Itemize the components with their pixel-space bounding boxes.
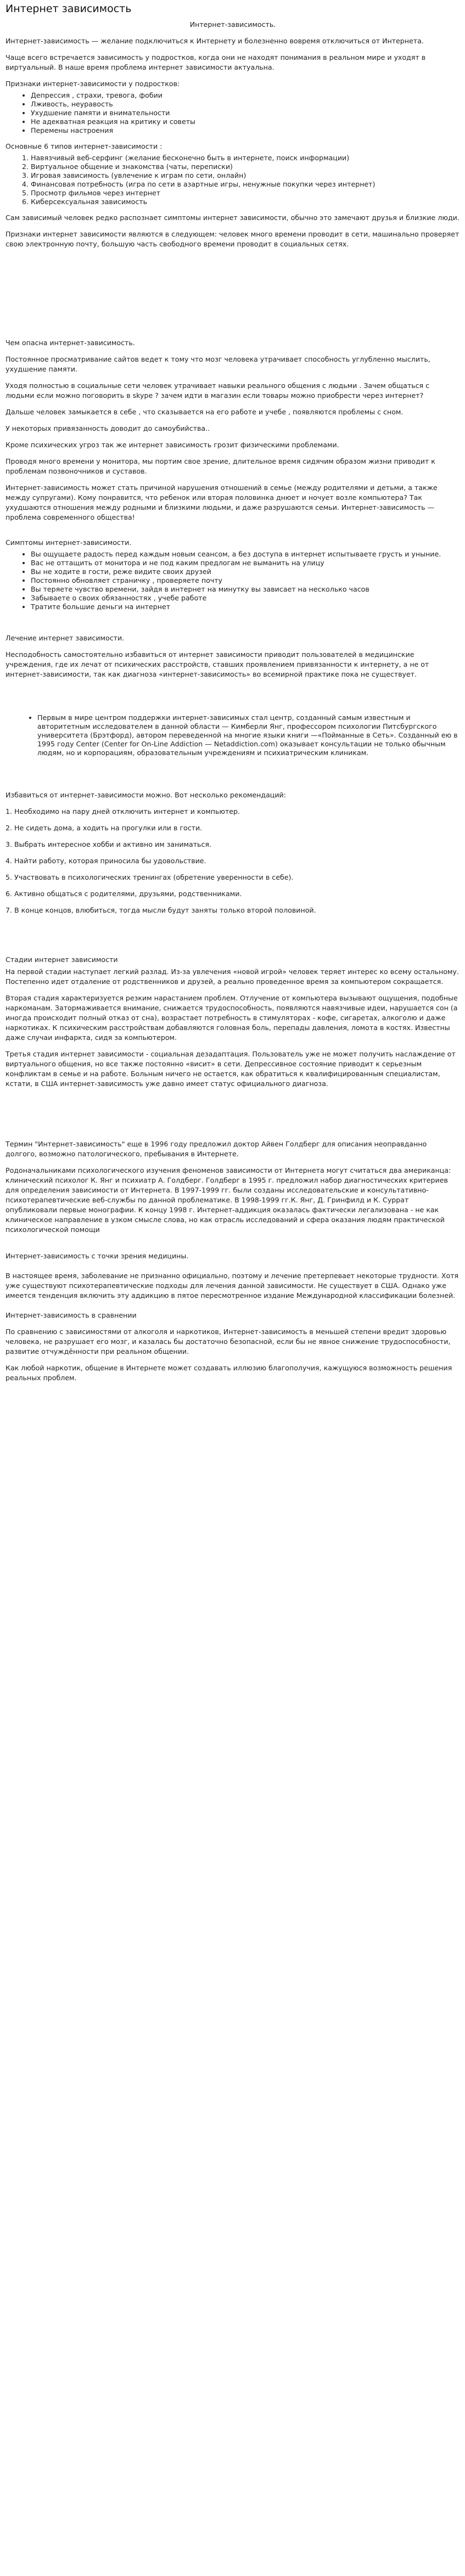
paragraph: Сам зависимый человек редко распознает симптомы интернет зависимости, обычно это замечают друзья и близкие люди. (5, 213, 460, 222)
list-item: • Тратите большие деньги на интернет (31, 603, 460, 611)
paragraph: Как любой наркотик, общение в Интернете может создавать иллюзию благополучия, кажущуюся возможность решения реальных проблем. (5, 1364, 452, 1382)
paragraph: Уходя полностью в социальные сети человек утрачивает навыки реального общения с людьми . Зачем общаться с людьми если можно поговорить в skype ? зачем идти в магазин если товары можно приобрести через интернет? (5, 381, 430, 400)
paragraph: Вторая стадия характеризуется резким нарастанием проблем. Отлучение от компьютера вызывают ощущения, подобные наркоманам. Затормаживается внимание, снижается трудоспособность, появляются навязчивые идеи, нарушается сон (а иногда происходит полный отказ от сна), возрастает потребность в стимуляторах - кофе, сигаретах, алкоголю и даже наркотиках. К психическим расстройствам добавляются головная боль, перепады давления, ломота в костях. Известны даже случаи инфаркта, сидя за компьютером. (5, 994, 458, 1042)
advice-item: 3. Выбрать интересное хобби и активно им заниматься. (5, 840, 211, 848)
advice-item: 7. В конце концов, влюбиться, тогда мысли будут заняты только второй половиной. (5, 906, 316, 914)
paragraph: Дальше человек замыкается в себе , что сказывается на его работе и учебе , появляются проблемы с сном. (5, 408, 404, 416)
list-item: 5. Просмотр фильмов через интернет (31, 189, 460, 198)
treatment-heading: Лечение интернет зависимости. (5, 634, 125, 642)
signs-heading: Признаки интернет-зависимости у подростков: (5, 80, 180, 88)
paragraph: Признаки интернет зависимости являются в следующем: человек много времени проводит в сети, машинально проверяет свою электронную почту, большую часть свободного времени проводит в социальных сетях. (5, 230, 460, 248)
list-item: • Не адекватная реакция на критику и советы (31, 117, 460, 126)
paragraph: Проводя много времени у монитора, мы портим свое зрение, длительное время сидячим образом жизни приводит к проблемам позвоночников и суставов. (5, 457, 435, 475)
list-item: • Перемены настроения (31, 126, 460, 135)
list-item: • Вы теряете чувство времени, зайдя в интернет на минутку вы зависает на несколько часов (31, 585, 460, 594)
spacer (5, 922, 460, 955)
advice-item: 6. Активно общаться с родителями, друзьями, родственниками. (5, 890, 242, 898)
symptoms-heading: Симптомы интернет-зависимости. (5, 538, 132, 547)
signs-list (5, 91, 460, 135)
spacer (5, 1241, 460, 1251)
list-item: • Вы ощущаете радость перед каждым новым сеансом, а без доступа в интернет испытываете грусть и уныние. (31, 550, 460, 559)
spacer (5, 618, 460, 633)
list-item: • Забываете о своих обязанностях , учебе работе (31, 594, 460, 603)
paragraph: Постоянное просматривание сайтов ведет к тому что мозг человека утрачивает способность углубленно мыслить, ухудшение памяти. (5, 355, 430, 373)
list-item: 2. Виртуальное общение и знакомства (чаты, переписки) (31, 162, 460, 171)
list-item: • Лживость, неуравость (31, 100, 460, 109)
paragraph: Интернет-зависимость может стать причиной нарушения отношений в семье (между родителями и детьми, а также между супругами). Кому понравится, что ребенок или вторая половинка днюет и ночует возле компьютера? Так ухудшаются отношения между родными и близкими людьми, и даже разрушаются семьи. Интернет-зависимость — проблема современного общества! (5, 483, 438, 521)
paragraph: У некоторых привязанность доводит до самоубийства.. (5, 424, 210, 432)
stages-heading: Стадии интернет зависимости (5, 955, 118, 964)
list-item: 3. Игровая зависимость (увлечение к играм по сети, онлайн) (31, 171, 460, 180)
paragraph: Кроме психических угроз так же интернет зависимость грозит физическими проблемами. (5, 441, 339, 449)
danger-heading: Чем опасна интернет-зависимость. (5, 339, 135, 347)
advice-item: 2. Не сидеть дома, а ходить на прогулки или в гости. (5, 824, 203, 832)
list-item: • Ухудшение памяти и внимательности (31, 109, 460, 117)
types-list (5, 154, 460, 206)
spacer (5, 529, 460, 538)
advice-item: 1. Необходимо на пару дней отключить интернет и компьютер. (5, 807, 240, 815)
paragraph: По сравнению с зависимостями от алкоголя и наркотиков, Интернет-зависимость в меньшей степени вредит здоровью человека, не разрушает его мозг, и казалась бы достаточно безопасной, если бы не явное снижение трудоспособности, развитие отчуждённости при реальном общении. (5, 1328, 451, 1356)
advice-item: 5. Участвовать в психологических тренингах (обретение уверенности в себе). (5, 873, 294, 881)
list-item: • Вас не оттащить от монитора и не под каким предлогам не выманить на улицу (31, 559, 460, 567)
paragraph: В настоящее время, заболевание не признанно официально, поэтому и лечение претерпевает некоторые трудности. Хотя уже существуют психотерапевтические подходы для лечения данной зависимости. Не существует в США. Однако уже имеется тенденция включить эту аддикцию в пятое пересмотренное издание Международной классификации болезней. (5, 1272, 459, 1300)
article-subtitle: Интернет-зависимость. (189, 20, 276, 29)
intro-paragraph: Чаще всего встречается зависимость у подростков, когда они не находят понимания в реальном мире и уходят в виртуальный. В наше время проблема интернет зависимости актуальна. (5, 53, 426, 71)
list-item: • Первым в мире центром поддержки интернет-зависимых стал центр, созданный самым известным и авторитетным исследователем в данной области — Кимберли Янг, профессором психологии Питсбургского университета (Брэтфорд), автором переведенной на многие языки книги —«Пойманные в Сеть». Созданный ею в 1995 году Center (Center for On-Line Addiction — Netaddiction.com) оказывает консультации не только обычным людям, но и корпорациям, образовательным учреждениям и психиатрическим клиникам. (37, 713, 460, 757)
list-item: 6. Киберсексуальная зависимость (31, 198, 460, 206)
article (5, 0, 460, 1390)
paragraph: Термин "Интернет-зависимость" еще в 1996 году предложил доктор Айвен Голдберг для описания неоправданно долгого, возможно патологического, пребывания в Интернете. (5, 1140, 427, 1158)
list-item: • Вы не ходите в гости, реже видите своих друзей (31, 567, 460, 576)
list-item: • Депрессия , страхи, тревога, фобии (31, 91, 460, 100)
advice-item: 4. Найти работу, которая приносила бы удовольствие. (5, 857, 206, 865)
comparison-heading: Интернет-зависимость в сравнении (5, 1311, 137, 1319)
medicine-heading: Интернет-зависимость с точки зрения медицины. (5, 1252, 189, 1260)
paragraph: На первой стадии наступает легкий разлад. Из-за увлечения «новой игрой» человек теряет интерес ко всему остальному. Постепенно идет отдаление от родственников и друзей, а реально проведенное время за компьютером сокращается. (5, 968, 459, 986)
paragraph: Родоначальниками психологического изучения феноменов зависимости от Интернета могут считаться два американца: клинический психолог К. Янг и психиатр А. Голдберг. Голдберг в 1995 г. предложил набор диагностических критериев для определения зависимости от Интернета. В 1997-1999 гг. были созданы исследовательские и консультативно-психотерапевтические веб-службы по данной проблематике. В 1998-1999 гг.К. Янг, Д. Гринфилд и К. Суррат опубликовали первые монографии. К концу 1998 г. Интернет-аддикция оказалась фактически легализована - не как клиническое направление в узком смысле слова, но как отрасль исследований и сфера оказания людям практической психологической помощи (5, 1166, 451, 1234)
list-item: 4. Финансовая потребность (игра по сети в азартные игры, ненужные покупки через интернет) (31, 180, 460, 189)
spacer (5, 256, 460, 338)
list-item: 1. Навязчивый веб-серфинг (желание бесконечно быть в интернете, поиск информации) (31, 154, 460, 162)
help-list (5, 713, 460, 757)
paragraph: Несподобность самостоятельно избавиться от интернет зависимости приводит пользователей в медицинские учреждения, где их лечат от психических расстройств, ставших проявлением привязанности к интернету, а не от интернет-зависимости, так как диагноза «интернет-зависимость» во всемирной практике пока не существует. (5, 650, 429, 678)
list-item: • Постоянно обновляет страничку , проверяете почту (31, 576, 460, 585)
intro-paragraph: Интернет-зависимость — желание подключиться к Интернету и болезненно вовремя отключиться от Интернета. (5, 37, 424, 45)
spacer (5, 764, 460, 790)
spacer (5, 686, 460, 713)
types-heading: Основные 6 типов интернет-зависимости : (5, 142, 163, 150)
paragraph: Третья стадия интернет зависимости - социальная дезадаптация. Пользователь уже не может получить наслаждение от виртуального общения, но все также постоянно «висит» в сети. Депрессивное состояние приводит к серьезным конфликтам в семье и на работе. Больным ничего не остается, как обратиться к квалифицированным специалистам, кстати, в США интернет-зависимость уже давно имеет статус официального диагноза. (5, 1050, 456, 1088)
page-title: Интернет зависимость (5, 3, 132, 15)
symptoms-list (5, 550, 460, 611)
spacer (5, 1095, 460, 1139)
advice-heading: Избавиться от интернет-зависимости можно. Вот несколько рекомендаций: (5, 791, 286, 799)
